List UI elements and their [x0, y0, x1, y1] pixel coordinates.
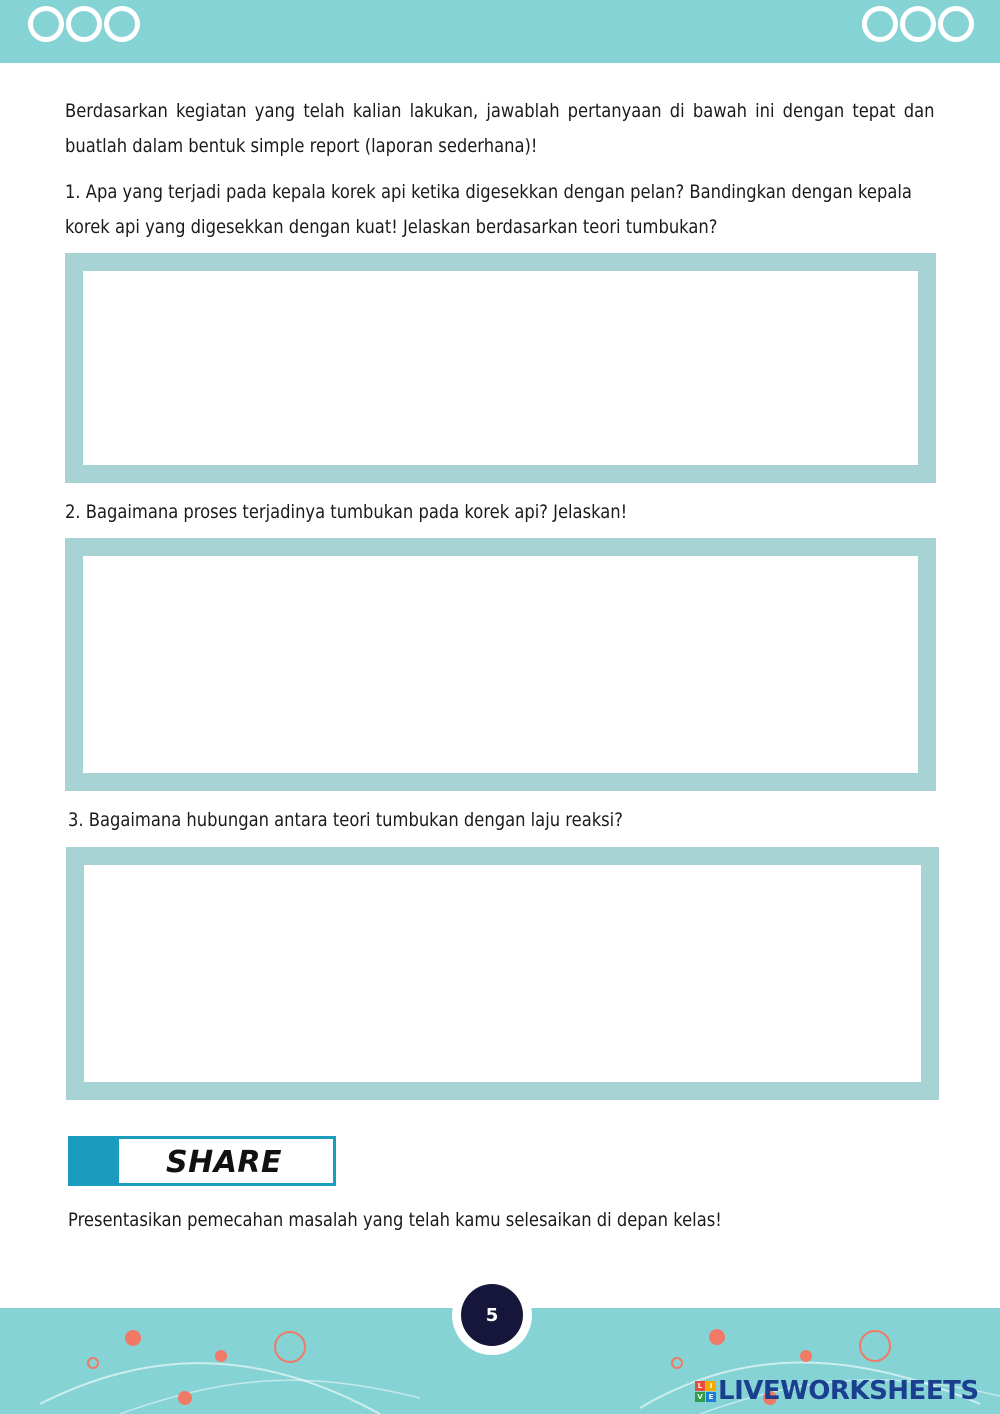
binder-rings-right — [862, 6, 976, 42]
ring-icon — [938, 6, 974, 42]
question-3: 3. Bagaimana hubungan antara teori tumbukan dengan laju reaksi? — [68, 809, 623, 831]
ring-icon — [900, 6, 936, 42]
answer-box-2[interactable] — [65, 538, 936, 791]
liveworksheets-icon — [695, 1381, 716, 1402]
question-2: 2. Bagaimana proses terjadinya tumbukan pada korek api? Jelaskan! — [65, 501, 628, 523]
ring-icon — [104, 6, 140, 42]
lw-icon-letter: V — [695, 1392, 705, 1402]
instructions-text: Berdasarkan kegiatan yang telah kalian lakukan, jawablah pertanyaan di bawah ini dengan tepat dan buatlah dalam bentuk simple report (laporan sederhana)! — [65, 100, 935, 157]
answer-box-1[interactable] — [65, 253, 936, 483]
liveworksheets-text: LIVEWORKSHEETS — [718, 1376, 979, 1406]
page-number: 5 — [461, 1284, 523, 1346]
answer-box-3[interactable] — [66, 847, 939, 1100]
liveworksheets-logo — [695, 1374, 979, 1408]
header-bar — [0, 0, 1000, 63]
binder-rings-left — [28, 6, 142, 42]
share-section-header — [68, 1136, 336, 1186]
lw-icon-letter: I — [706, 1381, 716, 1391]
ring-icon — [66, 6, 102, 42]
share-instruction: Presentasikan pemecahan masalah yang telah kamu selesaikan di depan kelas! — [68, 1209, 722, 1231]
lw-icon-letter: E — [706, 1392, 716, 1402]
share-accent-bar — [71, 1139, 119, 1183]
question-1: 1. Apa yang terjadi pada kepala korek api ketika digesekkan dengan pelan? Bandingkan dengan kepala korek api yang digesekkan dengan kuat! Jelaskan berdasarkan teori tumbukan? — [65, 181, 912, 238]
ring-icon — [862, 6, 898, 42]
ring-icon — [28, 6, 64, 42]
page-number-badge — [452, 1275, 532, 1355]
share-label: SHARE — [166, 1145, 283, 1180]
lw-icon-letter: L — [695, 1381, 705, 1391]
